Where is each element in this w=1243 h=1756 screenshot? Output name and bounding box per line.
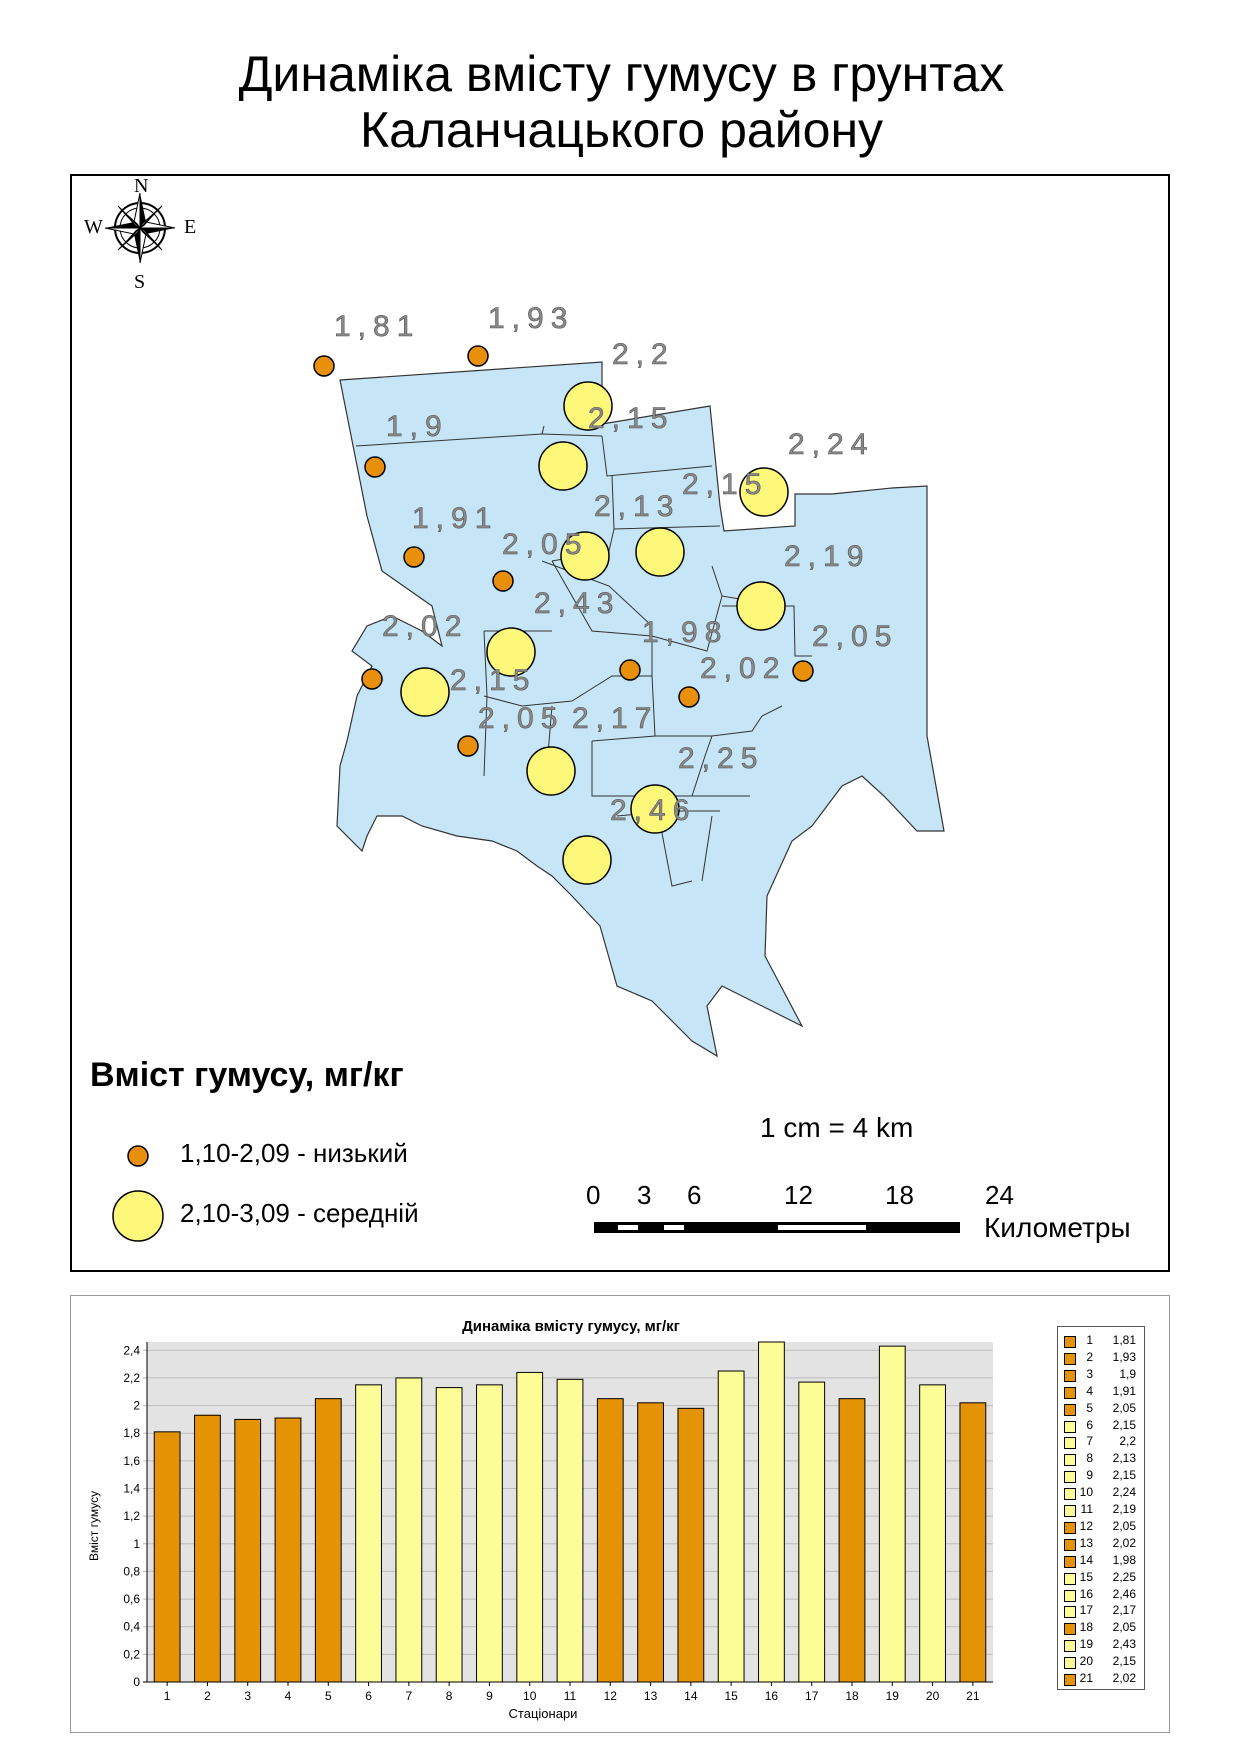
station-value-label: 2,2 — [612, 338, 675, 371]
chart-x-tick-label: 21 — [966, 1689, 980, 1703]
chart-x-tick-label: 8 — [445, 1689, 453, 1703]
station-value-label: 2,15 — [588, 402, 675, 435]
chart-legend-swatch — [1064, 1488, 1076, 1500]
chart-x-tick-label: 4 — [284, 1689, 292, 1703]
station-value-label: 2,05 — [478, 702, 565, 735]
chart-legend-entry — [1062, 1485, 1144, 1501]
chart-legend-value: 2,19 — [1112, 1502, 1136, 1516]
chart-legend-swatch — [1064, 1573, 1076, 1585]
station-value-label: 2,05 — [812, 620, 899, 653]
chart-legend-value: 1,93 — [1112, 1349, 1136, 1364]
chart-x-tick-label: 14 — [684, 1689, 698, 1703]
chart-legend-swatch — [1064, 1657, 1076, 1669]
chart-y-tick-label: 1,4 — [123, 1481, 140, 1496]
map-legend-low-label: 1,10-2,09 - низький — [180, 1138, 408, 1168]
page-title-line1: Динаміка вмісту гумусу в грунтах — [238, 46, 1005, 102]
chart-x-tick-label: 12 — [603, 1689, 617, 1703]
chart-x-tick-label: 3 — [244, 1689, 252, 1703]
chart-bar — [759, 1342, 785, 1682]
chart-x-tick-label: 11 — [563, 1689, 577, 1703]
chart-legend-id: 12 — [1079, 1518, 1093, 1533]
chart-bar — [638, 1403, 664, 1682]
map-legend-medium-label: 2,10-3,09 - середній — [180, 1198, 419, 1228]
chart-legend-entry — [1062, 1502, 1144, 1518]
chart-legend-swatch — [1064, 1640, 1076, 1652]
chart-legend-entry — [1062, 1587, 1144, 1603]
chart-legend-entry — [1062, 1401, 1144, 1417]
map-legend-title: Вміст гумусу, мг/кг — [90, 1056, 404, 1094]
chart-legend-id: 18 — [1079, 1620, 1093, 1635]
chart-x-tick-label: 5 — [324, 1689, 332, 1703]
chart-bar — [799, 1382, 825, 1682]
chart-x-axis-label: Стаціонари — [508, 1706, 578, 1721]
chart-legend-swatch — [1064, 1674, 1076, 1686]
scale-tick-6: 6 — [687, 1180, 702, 1210]
chart-legend-entry — [1062, 1603, 1144, 1619]
chart-bar — [154, 1432, 180, 1682]
station-marker — [793, 661, 813, 681]
chart-legend-id: 17 — [1079, 1603, 1093, 1618]
chart-legend-value: 2,25 — [1112, 1569, 1136, 1584]
chart-bar — [839, 1399, 865, 1682]
chart-legend-id: 21 — [1079, 1671, 1093, 1685]
chart-legend-value: 2,15 — [1112, 1654, 1136, 1669]
chart-y-tick-label: 1,6 — [123, 1453, 140, 1468]
station-marker — [365, 457, 385, 477]
chart-legend-entry — [1062, 1637, 1144, 1653]
chart-x-tick-label: 7 — [405, 1689, 413, 1703]
chart-legend — [1057, 1326, 1145, 1690]
chart-y-axis-label: Вміст гумусу — [87, 1490, 101, 1561]
chart-legend-swatch — [1064, 1353, 1076, 1365]
chart-legend-entry — [1062, 1671, 1144, 1687]
chart-x-tick-label: 15 — [724, 1689, 738, 1703]
chart-legend-id: 10 — [1079, 1485, 1093, 1500]
legend-medium-symbol — [113, 1191, 163, 1241]
chart-legend-entry — [1062, 1570, 1144, 1586]
chart-legend-id: 14 — [1079, 1552, 1093, 1567]
chart-legend-value: 2,43 — [1112, 1637, 1136, 1652]
chart-legend-id: 1 — [1086, 1333, 1093, 1347]
chart-legend-id: 9 — [1086, 1468, 1093, 1483]
chart-legend-value: 2,02 — [1112, 1671, 1136, 1685]
station-marker — [636, 528, 684, 576]
chart-legend-value: 1,98 — [1112, 1552, 1136, 1567]
station-marker — [401, 668, 449, 716]
map-canvas — [72, 176, 1168, 1270]
compass-south: S — [134, 271, 146, 293]
station-value-label: 2,05 — [502, 528, 589, 561]
chart-bar — [356, 1385, 382, 1682]
station-marker — [362, 669, 382, 689]
chart-legend-id: 3 — [1086, 1366, 1093, 1381]
chart-legend-entry — [1062, 1367, 1144, 1383]
scale-tick-0: 0 — [586, 1180, 601, 1210]
chart-legend-value: 1,91 — [1112, 1383, 1136, 1398]
chart-frame — [70, 1295, 1170, 1733]
chart-legend-entry — [1062, 1654, 1144, 1670]
chart-legend-value: 2,24 — [1112, 1485, 1136, 1500]
chart-legend-id: 6 — [1086, 1417, 1093, 1432]
chart-legend-id: 2 — [1086, 1349, 1093, 1364]
station-value-label: 1,91 — [412, 502, 499, 535]
scale-tick-3: 3 — [637, 1180, 652, 1210]
chart-legend-value: 2,05 — [1112, 1518, 1136, 1533]
chart-bar — [396, 1378, 422, 1682]
station-marker — [620, 660, 640, 680]
chart-title: Динаміка вмісту гумусу, мг/кг — [462, 1318, 680, 1335]
chart-legend-swatch — [1064, 1336, 1076, 1348]
chart-legend-id: 16 — [1079, 1586, 1093, 1601]
chart-legend-id: 5 — [1086, 1400, 1093, 1415]
chart-legend-swatch — [1064, 1387, 1076, 1399]
chart-legend-swatch — [1064, 1522, 1076, 1534]
station-value-label: 1,81 — [334, 310, 421, 343]
chart-legend-swatch — [1064, 1590, 1076, 1602]
page-title-line2: Каланчацького району — [359, 102, 884, 158]
station-value-label: 2,46 — [610, 794, 697, 827]
station-marker — [458, 736, 478, 756]
chart-bar — [517, 1372, 543, 1682]
station-marker — [468, 346, 488, 366]
chart-x-tick-label: 13 — [643, 1689, 658, 1703]
chart-bar — [436, 1388, 462, 1682]
compass-east: E — [184, 216, 197, 238]
chart-legend-entry — [1062, 1519, 1144, 1535]
station-marker — [563, 836, 611, 884]
compass-west: W — [84, 216, 103, 238]
chart-x-tick-label: 9 — [486, 1689, 493, 1703]
map-frame — [70, 174, 1170, 1272]
chart-bar — [960, 1403, 986, 1682]
station-value-label: 2,15 — [682, 468, 769, 501]
chart-legend-value: 2,17 — [1112, 1603, 1136, 1618]
chart-y-tick-label: 2 — [133, 1398, 140, 1413]
station-value-label: 2,25 — [678, 742, 765, 775]
chart-legend-value: 2,13 — [1112, 1451, 1136, 1466]
scale-bar — [594, 1222, 960, 1233]
chart-legend-swatch — [1064, 1556, 1076, 1568]
chart-y-tick-label: 0 — [133, 1675, 140, 1689]
chart-x-tick-label: 20 — [925, 1689, 940, 1703]
station-marker — [679, 687, 699, 707]
station-value-label: 2,19 — [784, 540, 871, 573]
chart-legend-value: 2,15 — [1112, 1417, 1136, 1432]
chart-legend-id: 15 — [1079, 1569, 1093, 1584]
station-value-label: 2,02 — [382, 610, 469, 643]
chart-legend-swatch — [1064, 1471, 1076, 1483]
chart-y-tick-label: 0,8 — [123, 1564, 140, 1579]
chart-bar — [195, 1415, 221, 1682]
chart-legend-value: 2,02 — [1112, 1535, 1136, 1550]
chart-y-tick-label: 0,6 — [123, 1592, 140, 1607]
chart-legend-entry — [1062, 1333, 1144, 1349]
chart-bar — [678, 1408, 704, 1682]
scale-unit: Километры — [984, 1212, 1131, 1243]
chart-y-tick-label: 0,2 — [123, 1647, 140, 1662]
chart-bar — [477, 1385, 503, 1682]
station-value-label: 2,02 — [700, 652, 787, 685]
station-marker — [404, 547, 424, 567]
chart-legend-id: 13 — [1079, 1535, 1093, 1550]
chart-legend-value: 2,05 — [1112, 1400, 1136, 1415]
chart-legend-value: 1,81 — [1112, 1333, 1136, 1347]
chart-legend-id: 11 — [1080, 1502, 1093, 1516]
chart-legend-swatch — [1064, 1437, 1076, 1449]
chart-legend-swatch — [1064, 1623, 1076, 1635]
scale-tick-24: 24 — [985, 1180, 1014, 1210]
station-marker — [314, 356, 334, 376]
chart-canvas — [71, 1296, 1169, 1732]
chart-legend-value: 2,2 — [1119, 1434, 1136, 1449]
chart-legend-value: 1,9 — [1119, 1366, 1136, 1381]
chart-legend-entry — [1062, 1468, 1144, 1484]
station-value-label: 2,15 — [450, 664, 537, 697]
chart-legend-id: 8 — [1086, 1451, 1093, 1466]
chart-legend-id: 20 — [1079, 1654, 1093, 1669]
chart-x-tick-label: 18 — [845, 1689, 859, 1703]
chart-legend-id: 7 — [1086, 1434, 1093, 1449]
chart-bar — [597, 1399, 623, 1682]
chart-legend-swatch — [1064, 1370, 1076, 1382]
chart-y-tick-label: 1,8 — [123, 1426, 140, 1441]
chart-legend-swatch — [1064, 1404, 1076, 1416]
chart-x-tick-label: 2 — [204, 1689, 211, 1703]
chart-legend-swatch — [1064, 1539, 1076, 1551]
chart-legend-entry — [1062, 1620, 1144, 1636]
station-value-label: 1,9 — [386, 410, 449, 443]
station-value-label: 2,24 — [788, 428, 875, 461]
station-marker — [493, 571, 513, 591]
chart-legend-entry — [1062, 1350, 1144, 1366]
chart-bar — [557, 1379, 583, 1682]
chart-legend-id: 19 — [1079, 1637, 1093, 1652]
chart-bar — [718, 1371, 744, 1682]
scale-ratio: 1 cm = 4 km — [760, 1112, 914, 1143]
chart-legend-swatch — [1064, 1454, 1076, 1466]
chart-bar — [315, 1399, 341, 1682]
legend-low-symbol — [128, 1146, 148, 1166]
chart-x-tick-label: 1 — [163, 1689, 171, 1703]
chart-legend-value: 2,15 — [1112, 1468, 1136, 1483]
chart-legend-value: 2,05 — [1112, 1620, 1136, 1635]
station-marker — [539, 442, 587, 490]
station-marker — [527, 747, 575, 795]
scale-tick-12: 12 — [784, 1180, 813, 1210]
chart-x-tick-label: 10 — [523, 1689, 537, 1703]
chart-x-tick-label: 16 — [764, 1689, 779, 1703]
compass-rose-icon — [105, 193, 175, 263]
chart-legend-entry — [1062, 1384, 1144, 1400]
station-value-label: 1,98 — [642, 616, 729, 649]
chart-y-tick-label: 2,4 — [123, 1343, 140, 1358]
chart-legend-swatch — [1064, 1505, 1076, 1517]
chart-y-tick-label: 2,2 — [123, 1370, 140, 1385]
chart-x-tick-label: 6 — [365, 1689, 372, 1703]
chart-x-tick-label: 19 — [885, 1689, 899, 1703]
chart-y-tick-label: 1,2 — [123, 1509, 140, 1524]
chart-legend-id: 4 — [1086, 1383, 1093, 1398]
chart-legend-entry — [1062, 1536, 1144, 1552]
chart-bar — [920, 1385, 946, 1682]
compass-north: N — [134, 175, 149, 197]
station-value-label: 2,43 — [534, 587, 621, 620]
station-value-label: 2,13 — [594, 490, 681, 523]
chart-y-tick-label: 0,4 — [123, 1619, 140, 1634]
chart-legend-entry — [1062, 1418, 1144, 1434]
station-value-label: 2,17 — [572, 702, 659, 735]
chart-bar — [879, 1346, 905, 1682]
chart-legend-swatch — [1064, 1421, 1076, 1433]
station-value-label: 1,93 — [488, 302, 575, 335]
chart-legend-entry — [1062, 1451, 1144, 1467]
station-marker — [737, 582, 785, 630]
chart-legend-entry — [1062, 1553, 1144, 1569]
scale-tick-18: 18 — [885, 1180, 914, 1210]
chart-legend-value: 2,46 — [1112, 1586, 1136, 1601]
chart-y-tick-label: 1 — [133, 1536, 140, 1551]
chart-legend-entry — [1062, 1434, 1144, 1450]
chart-x-tick-label: 17 — [805, 1689, 819, 1703]
chart-bar — [235, 1419, 261, 1682]
chart-bar — [275, 1418, 301, 1682]
chart-legend-swatch — [1064, 1606, 1076, 1618]
